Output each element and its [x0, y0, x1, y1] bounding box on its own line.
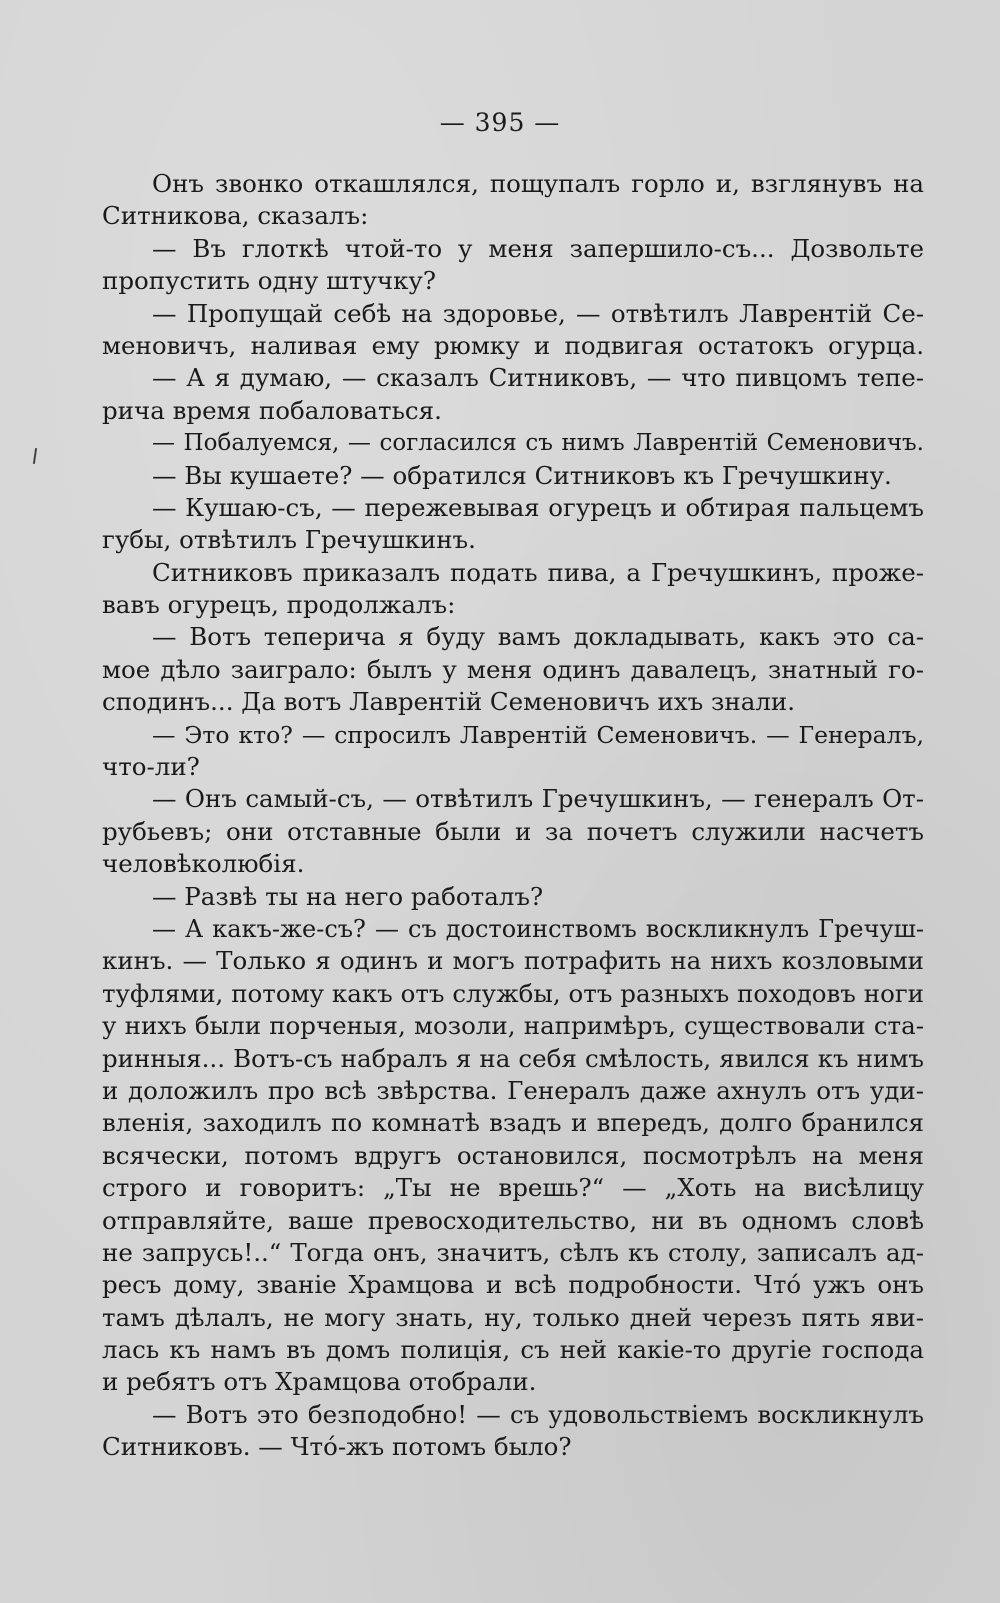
text-line: отправляйте, ваше превосходительство, ни въ одномъ словѣ [102, 1205, 924, 1235]
text-line: — А я думаю, — сказалъ Ситниковъ, — что пивцомъ тепе- [152, 363, 924, 393]
text-line: — Пропущай себѣ на здоровье, — отвѣтилъ Лаврентій Се- [152, 298, 924, 328]
text-line: туфлями, потому какъ отъ службы, отъ разныхъ походовъ ноги [102, 978, 924, 1008]
text-line: Ситниковъ. — Что́-жъ потомъ было? [102, 1432, 572, 1462]
text-line: — А какъ-же-съ? — съ достоинствомъ воскликнулъ Гречуш- [152, 914, 924, 943]
text-line: и ребятъ отъ Храмцова отобрали. [102, 1367, 537, 1397]
text-line: ресъ дому, званіе Храмцова и всѣ подробности. Что́ ужъ онъ [102, 1270, 924, 1300]
text-line: Ситникова, сказалъ: [102, 201, 369, 231]
text-line: всячески, потомъ вдругъ остановился, посмотрѣлъ на меня [102, 1140, 924, 1170]
text-line: — Вотъ это безподобно! — съ удовольствіемъ воскликнулъ [152, 1399, 924, 1429]
text-line: не запрусь!..“ Тогда онъ, значитъ, сѣлъ къ столу, записалъ ад- [102, 1237, 924, 1267]
text-line: — Въ глоткѣ чтой-то у меня запершило-съ... Дозвольте [152, 233, 924, 263]
text-line: вавъ огурецъ, продолжалъ: [102, 590, 456, 620]
body-text [102, 168, 924, 1464]
text-line: кинъ. — Только я одинъ и могъ потрафить на нихъ козловыми [102, 946, 924, 976]
text-line: вленія, заходилъ по комнатѣ взадъ и впередъ, долго бранился [102, 1108, 924, 1138]
text-line: — Побалуемся, — согласился съ нимъ Лаврентій Семеновичъ. [152, 430, 924, 457]
text-line: — Это кто? — спросилъ Лаврентій Семеновичъ. — Генералъ, [152, 720, 924, 749]
text-line: строго и говоритъ: „Ты не врешь?“ — „Хоть на висѣлицу [102, 1173, 924, 1203]
text-line: — Вотъ теперича я буду вамъ докладывать, какъ это са- [152, 622, 924, 652]
text-line: Ситниковъ приказалъ подать пива, а Гречушкинъ, проже- [152, 557, 924, 587]
text-line: — Кушаю-съ, — пережевывая огурецъ и обтирая пальцемъ [152, 492, 924, 522]
text-line: — Развѣ ты на него работалъ? [152, 881, 544, 911]
text-line: ринныя... Вотъ-съ набралъ я на себя смѣлость, явился къ нимъ [102, 1043, 924, 1073]
text-line: что-ли? [102, 752, 200, 782]
text-line: меновичъ, наливая ему рюмку и подвигая остатокъ огурца. [102, 330, 924, 360]
text-line: — Онъ самый-съ, — отвѣтилъ Гречушкинъ, — генералъ От- [152, 784, 924, 814]
text-line: у нихъ были порченыя, мозоли, напримѣръ, существовали ста- [102, 1011, 924, 1041]
page-number: — 395 — [439, 108, 561, 137]
text-line: рича время побаловаться. [102, 395, 442, 425]
text-line: тамъ дѣлалъ, не могу знать, ну, только дней черезъ пять яви- [102, 1302, 924, 1332]
text-line: сподинъ... Да вотъ Лаврентій Семеновичъ ихъ знали. [102, 687, 796, 717]
text-line: рубьевъ; они отставные были и за почетъ служили насчетъ [102, 816, 924, 846]
margin-mark [33, 448, 37, 464]
text-line: губы, отвѣтилъ Гречушкинъ. [102, 525, 476, 555]
text-line: — Вы кушаете? — обратился Ситниковъ къ Гречушкину. [152, 460, 892, 490]
text-line: и доложилъ про всѣ звѣрства. Генералъ даже ахнулъ отъ уди- [102, 1075, 924, 1105]
text-line: пропустить одну штучку? [102, 266, 436, 296]
text-line: мое дѣло заиграло: былъ у меня одинъ давалецъ, знатный го- [102, 654, 924, 684]
text-line: лась къ намъ въ домъ полиція, съ ней какіе-то другіе господа [102, 1335, 924, 1365]
text-line: человѣколюбія. [102, 849, 305, 879]
text-line: Онъ звонко откашлялся, пощупалъ горло и, взглянувъ на [152, 169, 924, 198]
